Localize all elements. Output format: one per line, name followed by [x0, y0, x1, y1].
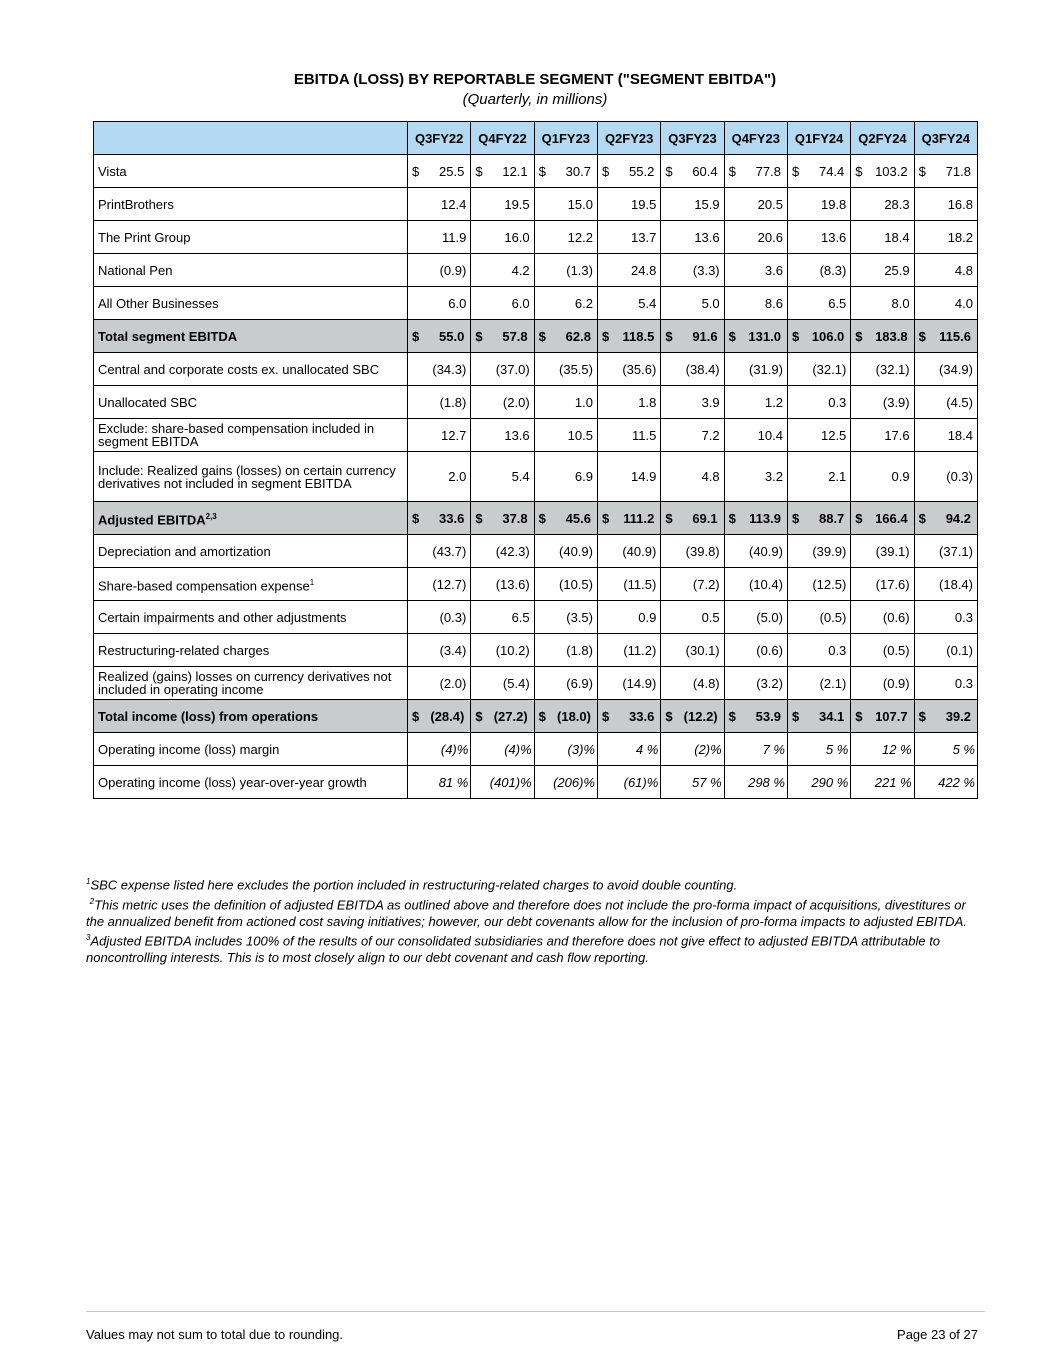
row-label: Restructuring-related charges: [94, 634, 408, 667]
value-cell: $ 25.5: [408, 155, 471, 188]
value-cell: 13.6: [787, 221, 850, 254]
currency-symbol: $: [918, 328, 926, 344]
currency-symbol: $: [855, 510, 863, 526]
value-cell: 221 %: [851, 766, 914, 799]
value-cell: $ 53.9: [724, 700, 787, 733]
currency-symbol: $: [728, 163, 736, 179]
currency-symbol: $: [475, 328, 483, 344]
table-row: [94, 188, 978, 221]
value-cell: $ 107.7: [851, 700, 914, 733]
value-cell: $ 94.2: [914, 502, 977, 535]
value-cell: (39.9): [787, 535, 850, 568]
currency-symbol: $: [665, 708, 673, 724]
column-header: Q2FY24: [851, 122, 914, 155]
value-cell: (32.1): [787, 353, 850, 386]
value-cell: (0.1): [914, 634, 977, 667]
table-row: [94, 419, 978, 452]
row-label: Unallocated SBC: [94, 386, 408, 419]
value-cell: (14.9): [597, 667, 660, 700]
value-cell: (1.3): [534, 254, 597, 287]
value-cell: 0.3: [787, 634, 850, 667]
currency-symbol: $: [791, 328, 800, 344]
value-cell: 4 %: [597, 733, 660, 766]
value-cell: (3.4): [408, 634, 471, 667]
currency-symbol: $: [538, 328, 546, 344]
value-cell: 16.0: [471, 221, 534, 254]
value-cell: (401)%: [471, 766, 534, 799]
table-row: [94, 353, 978, 386]
column-header: Q3FY24: [914, 122, 977, 155]
value-cell: (8.3): [787, 254, 850, 287]
value-cell: (40.9): [597, 535, 660, 568]
value-cell: $ 111.2: [597, 502, 660, 535]
currency-symbol: $: [855, 708, 863, 724]
value-cell: (31.9): [724, 353, 787, 386]
value-cell: (0.9): [408, 254, 471, 287]
value-cell: (10.4): [724, 568, 787, 601]
currency-symbol: $: [538, 708, 546, 724]
value-cell: (4.8): [661, 667, 724, 700]
currency-symbol: $: [412, 328, 420, 344]
currency-symbol: $: [855, 163, 863, 179]
value-cell: (0.5): [851, 634, 914, 667]
table-row: [94, 601, 978, 634]
row-label: The Print Group: [94, 221, 408, 254]
column-header: Q3FY23: [661, 122, 724, 155]
currency-symbol: $: [412, 163, 420, 179]
value-cell: 6.5: [787, 287, 850, 320]
value-cell: 0.9: [597, 601, 660, 634]
value-cell: (3.3): [661, 254, 724, 287]
value-cell: (2.0): [408, 667, 471, 700]
value-cell: (39.8): [661, 535, 724, 568]
currency-symbol: $: [475, 510, 483, 526]
value-cell: 18.4: [914, 419, 977, 452]
value-cell: 19.8: [787, 188, 850, 221]
value-cell: 4.8: [661, 452, 724, 502]
value-cell: (5.0): [724, 601, 787, 634]
table-row: [94, 221, 978, 254]
value-cell: (34.3): [408, 353, 471, 386]
value-cell: (3.9): [851, 386, 914, 419]
value-cell: 15.0: [534, 188, 597, 221]
value-cell: $ (28.4): [408, 700, 471, 733]
value-cell: (38.4): [661, 353, 724, 386]
value-cell: 1.2: [724, 386, 787, 419]
value-cell: (2.1): [787, 667, 850, 700]
table-row: [94, 502, 978, 535]
value-cell: $ 33.6: [408, 502, 471, 535]
table-row: [94, 320, 978, 353]
value-cell: (0.3): [408, 601, 471, 634]
value-cell: (2)%: [661, 733, 724, 766]
value-cell: 5.4: [597, 287, 660, 320]
value-cell: 81 %: [408, 766, 471, 799]
value-cell: (1.8): [534, 634, 597, 667]
column-header: Q1FY24: [787, 122, 850, 155]
value-cell: $ 39.2: [914, 700, 977, 733]
value-cell: (0.6): [724, 634, 787, 667]
row-label: All Other Businesses: [94, 287, 408, 320]
value-cell: 5 %: [787, 733, 850, 766]
value-cell: 290 %: [787, 766, 850, 799]
value-cell: (4.5): [914, 386, 977, 419]
value-cell: 1.8: [597, 386, 660, 419]
value-cell: (206)%: [534, 766, 597, 799]
row-label: Total income (loss) from operations: [94, 700, 408, 733]
value-cell: 3.6: [724, 254, 787, 287]
value-cell: 15.9: [661, 188, 724, 221]
row-label: Include: Realized gains (losses) on certain currency derivatives not included in segment EBITDA: [94, 452, 408, 502]
value-cell: 12.7: [408, 419, 471, 452]
value-cell: 6.9: [534, 452, 597, 502]
value-cell: 11.5: [597, 419, 660, 452]
value-cell: 12.5: [787, 419, 850, 452]
currency-symbol: $: [728, 708, 736, 724]
currency-symbol: $: [728, 328, 736, 344]
value-cell: 18.4: [851, 221, 914, 254]
value-cell: (13.6): [471, 568, 534, 601]
currency-symbol: $: [791, 510, 800, 526]
table-header-row: [94, 122, 978, 155]
table-row: [94, 287, 978, 320]
value-cell: (34.9): [914, 353, 977, 386]
row-label: Adjusted EBITDA$^{2,3}$: [94, 502, 408, 535]
value-cell: (43.7): [408, 535, 471, 568]
value-cell: 0.5: [661, 601, 724, 634]
currency-symbol: $: [475, 708, 483, 724]
value-cell: $ 91.6: [661, 320, 724, 353]
column-header: Q2FY23: [597, 122, 660, 155]
footnote-ref: 2,3: [205, 511, 217, 521]
value-cell: (4)%: [408, 733, 471, 766]
value-cell: (61)%: [597, 766, 660, 799]
currency-symbol: $: [918, 708, 926, 724]
column-header: Q4FY22: [471, 122, 534, 155]
value-cell: (1.8): [408, 386, 471, 419]
value-cell: (18.4): [914, 568, 977, 601]
footnote-2: $^2$This metric uses the definition of adjusted EBITDA as outlined above and therefore does not include the pro-forma impact of acquisitions, divestitures or the annualized benefit from actioned cost saving initiatives; however, our debt covenants allow for the inclusion of pro-forma impacts to adjusted EBITDA.: [86, 896, 967, 929]
value-cell: 0.3: [914, 601, 977, 634]
currency-symbol: $: [791, 163, 800, 179]
table-row: [94, 535, 978, 568]
value-cell: (0.9): [851, 667, 914, 700]
value-cell: 12.2: [534, 221, 597, 254]
value-cell: 12 %: [851, 733, 914, 766]
value-cell: 8.6: [724, 287, 787, 320]
value-cell: 4.0: [914, 287, 977, 320]
table-row: [94, 386, 978, 419]
currency-symbol: $: [601, 328, 610, 344]
row-label: PrintBrothers: [94, 188, 408, 221]
value-cell: (0.6): [851, 601, 914, 634]
row-label: Share-based compensation expense$^1$: [94, 568, 408, 601]
value-cell: $ 88.7: [787, 502, 850, 535]
table-row: [94, 634, 978, 667]
value-cell: 11.9: [408, 221, 471, 254]
value-cell: 25.9: [851, 254, 914, 287]
row-label: Realized (gains) losses on currency derivatives not included in operating income: [94, 667, 408, 700]
value-cell: 3.9: [661, 386, 724, 419]
currency-symbol: $: [665, 510, 673, 526]
value-cell: 0.9: [851, 452, 914, 502]
value-cell: (40.9): [724, 535, 787, 568]
row-label: Operating income (loss) margin: [94, 733, 408, 766]
page-title: EBITDA (LOSS) BY REPORTABLE SEGMENT ("SEGMENT EBITDA"): [293, 71, 777, 88]
value-cell: 5.0: [661, 287, 724, 320]
currency-symbol: $: [728, 510, 736, 526]
value-cell: 10.5: [534, 419, 597, 452]
value-cell: 6.5: [471, 601, 534, 634]
currency-symbol: $: [601, 163, 610, 179]
value-cell: (3.5): [534, 601, 597, 634]
value-cell: $ (18.0): [534, 700, 597, 733]
value-cell: $ 30.7: [534, 155, 597, 188]
value-cell: $ 71.8: [914, 155, 977, 188]
value-cell: $ 37.8: [471, 502, 534, 535]
value-cell: (0.3): [914, 452, 977, 502]
value-cell: 1.0: [534, 386, 597, 419]
value-cell: $ 106.0: [787, 320, 850, 353]
currency-symbol: $: [791, 708, 800, 724]
value-cell: 6.2: [534, 287, 597, 320]
table-row: [94, 667, 978, 700]
value-cell: (40.9): [534, 535, 597, 568]
value-cell: 24.8: [597, 254, 660, 287]
value-cell: $ 69.1: [661, 502, 724, 535]
value-cell: $ 57.8: [471, 320, 534, 353]
value-cell: $ 113.9: [724, 502, 787, 535]
value-cell: 13.7: [597, 221, 660, 254]
column-header: Q4FY23: [724, 122, 787, 155]
value-cell: (17.6): [851, 568, 914, 601]
value-cell: 12.4: [408, 188, 471, 221]
value-cell: (6.9): [534, 667, 597, 700]
row-label: Operating income (loss) year-over-year growth: [94, 766, 408, 799]
value-cell: $ 131.0: [724, 320, 787, 353]
footnote-3: $^3$Adjusted EBITDA includes 100% of the results of our consolidated subsidiaries and therefore does not give effect to adjusted EBITDA attributable to noncontrolling interests. This is to most closely align to our debt covenant and cash flow reporting.: [86, 933, 941, 965]
value-cell: $ (12.2): [661, 700, 724, 733]
value-cell: $ 166.4: [851, 502, 914, 535]
value-cell: (7.2): [661, 568, 724, 601]
currency-symbol: $: [538, 510, 546, 526]
currency-symbol: $: [412, 510, 420, 526]
value-cell: 3.2: [724, 452, 787, 502]
value-cell: (39.1): [851, 535, 914, 568]
value-cell: 5 %: [914, 733, 977, 766]
value-cell: 2.1: [787, 452, 850, 502]
rounding-note: Values may not sum to total due to rounding.: [86, 1327, 344, 1342]
row-label: Vista: [94, 155, 408, 188]
page-subtitle: (Quarterly, in millions): [462, 91, 608, 108]
value-cell: (42.3): [471, 535, 534, 568]
value-cell: 20.6: [724, 221, 787, 254]
value-cell: 0.3: [914, 667, 977, 700]
value-cell: 10.4: [724, 419, 787, 452]
value-cell: $ 55.0: [408, 320, 471, 353]
value-cell: $ 33.6: [597, 700, 660, 733]
value-cell: (30.1): [661, 634, 724, 667]
footnote-ref: 1: [309, 577, 315, 587]
value-cell: $ 115.6: [914, 320, 977, 353]
table-row: [94, 155, 978, 188]
value-cell: (11.2): [597, 634, 660, 667]
footer-divider: [86, 1311, 985, 1312]
value-cell: (35.6): [597, 353, 660, 386]
value-cell: 13.6: [661, 221, 724, 254]
currency-symbol: $: [475, 163, 483, 179]
value-cell: 7 %: [724, 733, 787, 766]
value-cell: (37.1): [914, 535, 977, 568]
value-cell: (10.2): [471, 634, 534, 667]
value-cell: 6.0: [471, 287, 534, 320]
value-cell: (3.2): [724, 667, 787, 700]
value-cell: (4)%: [471, 733, 534, 766]
currency-symbol: $: [601, 510, 610, 526]
currency-symbol: $: [538, 163, 546, 179]
page-number: Page 23 of 27: [897, 1327, 978, 1342]
table-row: [94, 452, 978, 502]
value-cell: $ 118.5: [597, 320, 660, 353]
currency-symbol: $: [601, 708, 610, 724]
currency-symbol: $: [665, 163, 673, 179]
value-cell: 57 %: [661, 766, 724, 799]
row-label: Certain impairments and other adjustments: [94, 601, 408, 634]
value-cell: 18.2: [914, 221, 977, 254]
value-cell: 14.9: [597, 452, 660, 502]
row-label: Exclude: share-based compensation included in segment EBITDA: [94, 419, 408, 452]
value-cell: 16.8: [914, 188, 977, 221]
value-cell: $ (27.2): [471, 700, 534, 733]
value-cell: $ 60.4: [661, 155, 724, 188]
footnotes: [86, 874, 986, 966]
column-header: Q3FY22: [408, 122, 471, 155]
value-cell: (2.0): [471, 386, 534, 419]
value-cell: (10.5): [534, 568, 597, 601]
column-header: Q1FY23: [534, 122, 597, 155]
value-cell: (37.0): [471, 353, 534, 386]
value-cell: 7.2: [661, 419, 724, 452]
value-cell: (5.4): [471, 667, 534, 700]
value-cell: $ 12.1: [471, 155, 534, 188]
value-cell: $ 34.1: [787, 700, 850, 733]
value-cell: $ 74.4: [787, 155, 850, 188]
row-label: Total segment EBITDA: [94, 320, 408, 353]
value-cell: $ 103.2: [851, 155, 914, 188]
footnote-1: $^1$SBC expense listed here excludes the portion included in restructuring-related charges to avoid double counting.: [86, 877, 738, 893]
segment-ebitda-table: [93, 121, 978, 799]
value-cell: $ 183.8: [851, 320, 914, 353]
value-cell: 8.0: [851, 287, 914, 320]
value-cell: $ 55.2: [597, 155, 660, 188]
value-cell: 28.3: [851, 188, 914, 221]
table-row: [94, 568, 978, 601]
value-cell: 0.3: [787, 386, 850, 419]
value-cell: $ 62.8: [534, 320, 597, 353]
value-cell: 4.8: [914, 254, 977, 287]
table-row: [94, 700, 978, 733]
value-cell: $ 45.6: [534, 502, 597, 535]
value-cell: 298 %: [724, 766, 787, 799]
value-cell: 19.5: [471, 188, 534, 221]
value-cell: (12.7): [408, 568, 471, 601]
row-label: National Pen: [94, 254, 408, 287]
value-cell: 17.6: [851, 419, 914, 452]
row-label: Central and corporate costs ex. unallocated SBC: [94, 353, 408, 386]
value-cell: $ 77.8: [724, 155, 787, 188]
value-cell: 20.5: [724, 188, 787, 221]
currency-symbol: $: [412, 708, 420, 724]
value-cell: 6.0: [408, 287, 471, 320]
currency-symbol: $: [918, 510, 926, 526]
row-label: Depreciation and amortization: [94, 535, 408, 568]
table-row: [94, 254, 978, 287]
value-cell: 422 %: [914, 766, 977, 799]
table-row: [94, 733, 978, 766]
value-cell: (32.1): [851, 353, 914, 386]
currency-symbol: $: [918, 163, 926, 179]
value-cell: 5.4: [471, 452, 534, 502]
header-corner-cell: [94, 122, 408, 155]
table-row: [94, 766, 978, 799]
value-cell: (0.5): [787, 601, 850, 634]
currency-symbol: $: [855, 328, 863, 344]
value-cell: (35.5): [534, 353, 597, 386]
value-cell: 13.6: [471, 419, 534, 452]
value-cell: 4.2: [471, 254, 534, 287]
currency-symbol: $: [665, 328, 673, 344]
value-cell: 19.5: [597, 188, 660, 221]
value-cell: 2.0: [408, 452, 471, 502]
value-cell: (12.5): [787, 568, 850, 601]
value-cell: (3)%: [534, 733, 597, 766]
value-cell: (11.5): [597, 568, 660, 601]
